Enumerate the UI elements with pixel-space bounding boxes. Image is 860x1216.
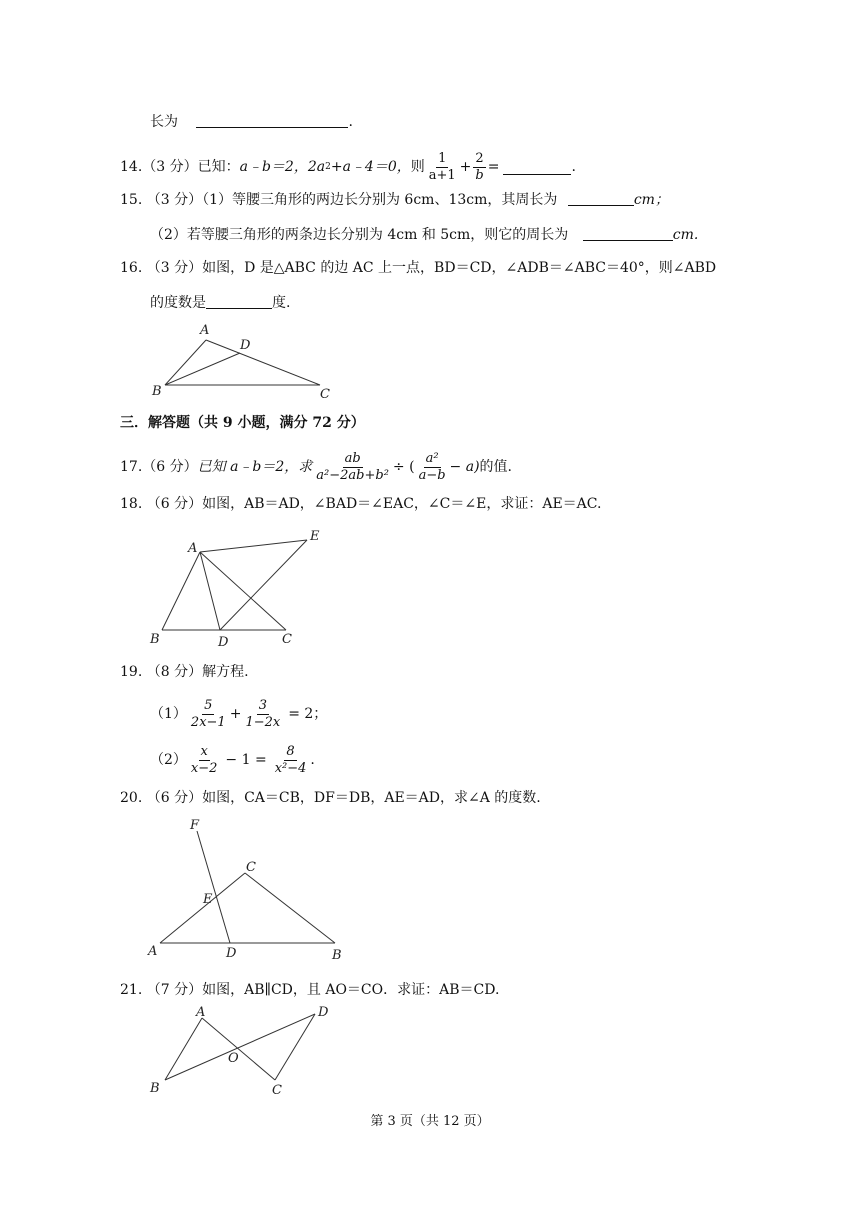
q18-label-c: C [282,632,292,647]
q17-tail: 的值. [479,459,512,475]
q20-score: （6 分） [146,790,203,806]
q14-cond2a: 2a [307,159,326,175]
q14-cond1: a﹣b＝2， [239,159,308,175]
q14-fraction-2 [473,151,485,184]
q20-seg-cb [245,873,335,943]
q21-seg-dc [275,1014,315,1080]
q17-text1: 已知 a﹣b＝2，求 [197,459,313,475]
q19-p1-f1-num: 5 [204,697,213,713]
q15-part1-unit: cm； [633,192,669,208]
q18-score: （6 分） [146,496,203,512]
q16-line-2 [150,293,290,313]
q21-label-d: D [318,1005,329,1020]
q14-then: 则 [410,159,425,175]
q16-seg-ab [165,340,206,385]
q15-line-1 [120,190,669,210]
q17-f1-den: a²−2ab+b² [316,467,389,483]
q14-f1-num: 1 [438,150,447,166]
q19-part2 [150,738,315,782]
q19-p1-label: （1） [150,706,187,722]
q14-answer-blank[interactable] [503,160,571,175]
q15-score: （3 分） [146,192,203,208]
q20-seg-fd [197,831,230,943]
q16-text: 如图，D 是△ABC 的边 AC 上一点，BD＝CD，∠ADB＝∠ABC＝40°，则∠ABD [202,260,717,276]
q20-figure [140,815,350,965]
q15-part1: （1）等腰三角形的两边长分别为 6cm、13cm，其周长为 [202,192,558,208]
q19-p1-fraction-1 [189,698,228,731]
q16-seg-bd [165,353,240,385]
q19-part1 [150,692,327,736]
q21-label-a: A [196,1005,206,1020]
q20-seg-ac [160,873,245,943]
q19-p2-f2-den: x²−4 [274,760,307,776]
q14-text: 已知： [197,159,240,175]
q19-line [120,662,249,682]
q19-p2-fraction-2 [273,744,309,777]
q16-seg-ac [206,340,320,385]
q14-eq: = [487,159,500,175]
q17-minus-a: − a) [449,459,480,475]
section-3-title: 三．解答题（共 9 小题，满分 72 分） [120,415,365,431]
q14-plus: + [459,159,472,175]
q18-label-b: B [150,632,160,647]
q21-line [120,980,499,1000]
q17-fraction-1 [314,451,391,484]
q16-line2-prefix: 的度数是 [150,295,206,311]
q19-p1-plus: + [229,706,242,722]
q19-p2-f1-den: x−2 [190,760,218,776]
q20-number: 20. [120,790,143,806]
q14-score: （3 分） [142,159,198,175]
page-footer: 第 3 页（共 12 页） [370,1114,490,1129]
q18-seg-de [220,540,307,630]
q15-part2: （2）若等腰三角形的两条边长分别为 4cm 和 5cm，则它的周长为 [150,227,569,243]
q13-answer-blank[interactable] [196,113,348,128]
q16-number: 16. [120,260,143,276]
q16-line2-suffix: 度. [272,295,291,311]
q18-line [120,494,601,514]
q21-label-c: C [272,1083,282,1098]
q16-label-a: A [200,323,210,338]
q20-label-e: E [203,892,213,907]
q19-p2-end: . [310,752,315,768]
q18-label-d: D [218,635,229,650]
q18-seg-ac [200,552,286,630]
q19-score: （8 分） [146,664,203,680]
q14-cond2b: +a﹣4＝0， [330,159,411,175]
q19-p2-f2-num: 8 [286,743,295,759]
q19-p1-f2-num: 3 [258,697,267,713]
q13-suffix: . [348,114,353,130]
q20-label-c: C [246,860,256,875]
q15-part1-blank[interactable] [568,191,634,206]
q16-answer-blank[interactable] [206,294,272,309]
q19-p1-f2-den: 1−2x [245,714,281,730]
q19-p2-f1-num: x [200,743,208,759]
q15-line-2 [150,225,698,245]
q19-p2-fraction-1 [189,744,220,777]
q19-p2-mid: − 1 = [225,752,267,768]
q21-seg-bd [165,1014,315,1080]
q21-seg-ab [165,1018,202,1080]
q17-score: （6 分） [142,459,198,475]
q20-text: 如图，CA＝CB，DF＝DB，AE＝AD，求∠A 的度数. [202,790,541,806]
q17-f1-num: ab [344,450,361,466]
q21-text: 如图，AB∥CD，且 AO＝CO．求证：AB＝CD. [202,982,500,998]
q18-text: 如图，AB＝AD，∠BAD＝∠EAC，∠C＝∠E，求证：AE＝AC. [202,496,602,512]
q20-label-b: B [332,948,342,963]
q14-f2-den: b [475,167,484,183]
q21-figure [140,1002,340,1098]
q21-seg-ac [202,1018,275,1080]
q14-f2-num: 2 [475,150,484,166]
q18-seg-ad [200,552,220,630]
q16-line-1 [120,258,716,278]
q17-number: 17. [120,459,143,475]
q20-line [120,788,541,808]
q20-label-d: D [226,946,237,961]
q13-prefix: 长为 [150,114,178,130]
q21-label-b: B [150,1081,160,1096]
q20-label-f: F [190,818,200,833]
q19-p1-fraction-2 [243,698,282,731]
q14-number: 14. [120,159,143,175]
q14-line [120,148,576,186]
q19-text: 解方程. [202,664,249,680]
q21-score: （7 分） [146,982,203,998]
q17-fraction-2 [417,451,448,484]
q15-part2-blank[interactable] [583,226,673,241]
q17-line [120,446,512,488]
q18-figure [140,522,340,650]
q21-label-o: O [228,1051,239,1066]
q16-label-d: D [240,338,251,353]
q19-p1-f1-den: 2x−1 [190,714,226,730]
q19-p2-label: （2） [150,752,187,768]
q16-label-b: B [152,384,162,399]
q18-label-a: A [188,541,198,556]
q15-number: 15. [120,192,143,208]
q16-score: （3 分） [146,260,203,276]
q18-number: 18. [120,496,143,512]
q16-label-c: C [320,387,330,402]
q16-figure [140,320,340,402]
q13-tail-line [150,112,353,132]
q17-f2-num: a² [425,450,439,466]
q14-f1-den: a+1 [428,167,456,183]
q18-seg-ae [200,540,307,552]
q14-end: . [571,159,576,175]
q17-f2-den: a−b [418,467,446,483]
q17-div: ÷ ( [392,459,415,475]
q14-fraction-1 [427,151,458,184]
q18-label-e: E [310,529,320,544]
q21-number: 21. [120,982,143,998]
q18-seg-ab [162,552,200,630]
q19-number: 19. [120,664,143,680]
q20-label-a: A [148,944,158,959]
q15-part2-unit: cm. [672,227,699,243]
q19-p1-rhs: = 2； [288,706,328,722]
q14-cond2-sup: 2 [325,162,331,172]
